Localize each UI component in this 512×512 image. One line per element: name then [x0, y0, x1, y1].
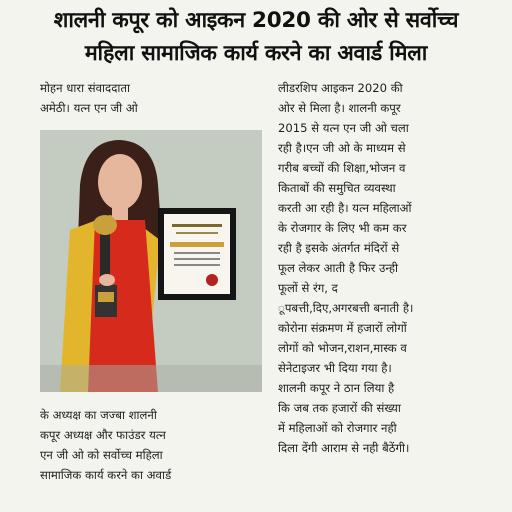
right-column-line: 2015 से यत्न एन जी ओ चला: [278, 121, 409, 135]
certificate-line: [170, 242, 224, 247]
award-photo-illustration: [40, 130, 262, 392]
neck: [112, 206, 128, 220]
right-column-line: रही है इसके अंतर्गत मंदिरों से: [278, 241, 400, 255]
right-column-line: के रोजगार के लिए भी कम कर: [278, 221, 407, 235]
right-column-line: सेनेटाइजर भी दिया गया है।: [278, 361, 392, 375]
right-column-line: फूल लेकर आती है फिर उन्ही: [278, 261, 399, 275]
right-column-line: रही है।एन जी ओ के माध्यम से: [278, 141, 406, 155]
left-hand: [99, 274, 115, 286]
right-column-line: फूलों से रंग, द: [278, 281, 338, 295]
bottom-left-line: के अध्यक्ष का जज्बा शालनी: [40, 408, 157, 422]
certificate-line: [172, 224, 222, 227]
byline-reporter: मोहन धारा संवाददाता: [40, 81, 130, 95]
right-column-line: किताबों की समुचित व्यवस्था: [278, 181, 396, 195]
right-column-line: करती आ रही है। यत्न महिलाओं: [278, 201, 412, 215]
certificate-line: [176, 232, 218, 234]
right-column-line: दिला देंगी आराम से नही बैठेंगी।: [278, 441, 410, 455]
certificate-line: [174, 264, 220, 266]
trophy-plaque: [98, 292, 114, 302]
right-column-line: कोरोना संक्रमण में हजारों लोगों: [278, 321, 407, 335]
certificate-line: [174, 258, 220, 260]
right-column-line: ूपबत्ती,दिए,अगरबत्ती बनाती है।: [278, 301, 414, 315]
right-column-line: ओर से मिला है। शालनी कपूर: [278, 101, 401, 115]
byline-dateline: अमेठी। यत्न एन जी ओ: [40, 101, 138, 115]
headline-line-1: शालनी कपूर को आइकन 2020 की ओर से सर्वोच्च: [53, 8, 459, 33]
face: [98, 154, 142, 210]
bottom-left-line: कपूर अध्यक्ष और फाउंडर यत्न: [40, 428, 166, 442]
headline-line-2: महिला सामाजिक कार्य करने का अवार्ड मिला: [84, 41, 428, 66]
bottom-left-column: [40, 405, 266, 485]
byline: [40, 78, 266, 118]
right-column-line: में महिलाओं को रोजगार नही: [278, 421, 397, 435]
award-photo: [40, 130, 262, 392]
right-column-line: कि जब तक हजारों की संख्या: [278, 401, 401, 415]
right-column-line: लोगों को भोजन,राशन,मास्क व: [278, 341, 407, 355]
bottom-left-line: एन जी ओ को सर्वोच्च महिला: [40, 448, 163, 462]
bottom-left-line: सामाजिक कार्य करने का अवार्ड: [40, 468, 172, 482]
right-column-line: शालनी कपूर ने ठान लिया है: [278, 381, 395, 395]
right-column-line: लीडरशिप आइकन 2020 की: [278, 81, 403, 95]
headline: [4, 4, 508, 70]
table-edge: [40, 365, 262, 392]
certificate-seal: [206, 274, 218, 286]
certificate-line: [174, 252, 220, 254]
trophy-cup: [93, 215, 117, 235]
right-column-line: गरीब बच्चों की शिक्षा,भोजन व: [278, 161, 406, 175]
right-column: [278, 78, 506, 458]
